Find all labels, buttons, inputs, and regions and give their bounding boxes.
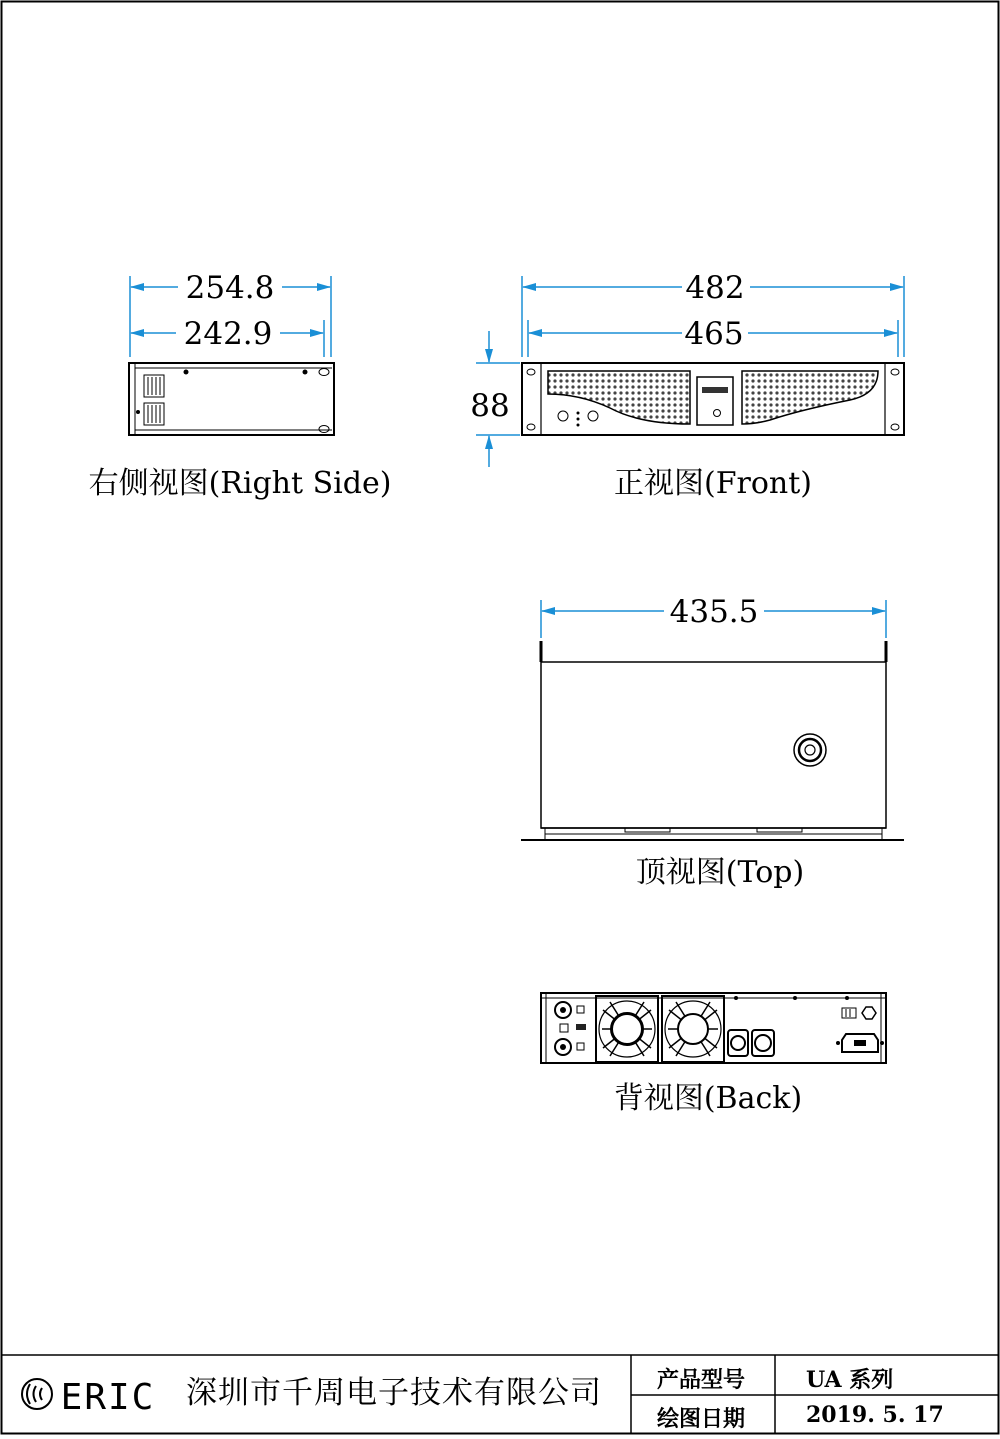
logo-text: ERIC <box>60 1377 156 1418</box>
right-side-outer-dimension <box>131 270 330 306</box>
product-model-value: UA 系列 <box>806 1367 894 1393</box>
front-view <box>470 270 904 467</box>
drawing-date-label: 绘图日期 <box>657 1407 746 1432</box>
front-caption: 正视图(Front) <box>613 466 813 501</box>
right-side-view <box>129 270 334 435</box>
company-name: 深圳市千周电子技术有限公司 <box>186 1375 602 1411</box>
top-width-dimension <box>542 594 885 630</box>
back-fan-left <box>596 996 658 1062</box>
front-inner-dimension <box>529 316 897 352</box>
front-outer-dimension <box>523 270 903 306</box>
product-model-label: 产品型号 <box>657 1368 746 1393</box>
back-view <box>541 993 886 1063</box>
title-block <box>0 1355 1000 1435</box>
sheet-border <box>2 2 999 1434</box>
back-caption: 背视图(Back) <box>613 1081 803 1116</box>
drawing-date-value: 2019. 5. 17 <box>806 1402 944 1428</box>
top-caption: 顶视图(Top) <box>635 855 805 890</box>
right-side-inner-dim-label: 242.9 <box>183 316 273 352</box>
front-outer-dim-label: 482 <box>685 270 745 306</box>
right-side-inner-dimension <box>131 316 323 352</box>
right-side-outer-dim-label: 254.8 <box>185 270 275 306</box>
front-inner-dim-label: 465 <box>684 316 744 352</box>
right-side-caption: 右侧视图(Right Side) <box>88 466 392 501</box>
top-width-dim-label: 435.5 <box>669 594 759 630</box>
top-view <box>521 594 904 840</box>
front-height-dimension <box>470 331 509 467</box>
front-height-dim-label: 88 <box>470 388 510 424</box>
back-fan-right <box>662 996 724 1062</box>
